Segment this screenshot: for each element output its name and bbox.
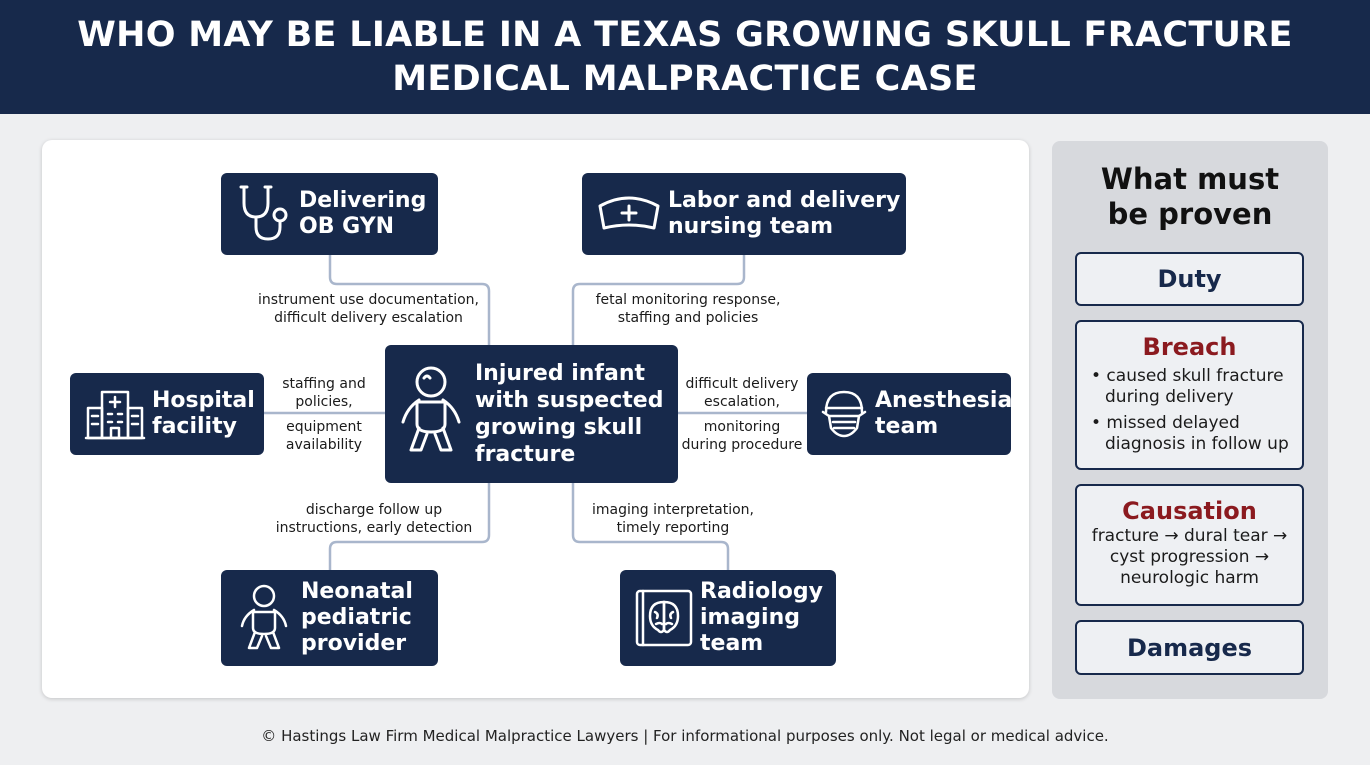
card-causation-title: Causation xyxy=(1122,497,1257,525)
edge-label-neonatal: discharge follow up instructions, early detection xyxy=(275,502,473,536)
node-label: Anesthesia team xyxy=(875,388,1013,439)
node-label: Hospital facility xyxy=(152,388,255,439)
baby-icon xyxy=(227,582,301,654)
nurse-cap-icon xyxy=(590,194,668,234)
title-line-1: WHO MAY BE LIABLE IN A TEXAS GROWING SKULL FRACTURE xyxy=(77,15,1293,55)
title-line-2: MEDICAL MALPRACTICE CASE xyxy=(392,59,978,99)
node-label: Neonatal pediatric provider xyxy=(301,579,413,656)
edge-label-ob: instrument use documentation, difficult delivery escalation xyxy=(258,292,479,326)
edge-label-anesthesia-bottom: monitoring during procedure xyxy=(681,419,803,453)
node-radiology-imaging-team xyxy=(620,570,836,666)
node-neonatal-pediatric-provider xyxy=(221,570,438,666)
card-breach xyxy=(1075,320,1304,470)
breach-item: • missed delayed diagnosis in follow up xyxy=(1091,413,1289,454)
baby-icon xyxy=(395,362,467,466)
card-duty-title: Duty xyxy=(1157,265,1222,293)
node-label: Radiology imaging team xyxy=(700,579,823,656)
footer-disclaimer: © Hastings Law Firm Medical Malpractice Lawyers | For informational purposes only. Not legal or medical advice. xyxy=(261,727,1109,745)
card-breach-title: Breach xyxy=(1142,333,1237,361)
card-duty xyxy=(1075,252,1304,306)
center-node-label: Injured infant with suspected growing skull fracture xyxy=(475,361,664,467)
node-labor-delivery-nursing xyxy=(582,173,906,255)
node-label: Labor and delivery nursing team xyxy=(668,188,901,239)
node-hospital-facility xyxy=(70,373,264,455)
edge-label-hospital-top: staffing and policies, xyxy=(282,376,366,410)
stethoscope-icon xyxy=(229,183,299,245)
card-causation xyxy=(1075,484,1304,606)
node-anesthesia-team xyxy=(807,373,1011,455)
causation-chain: fracture → dural tear → cyst progression → neurologic harm xyxy=(1091,526,1288,588)
edge-label-hospital-bottom: equipment availability xyxy=(285,419,363,453)
edge-label-radiology: imaging interpretation, timely reporting xyxy=(592,502,754,536)
breach-list xyxy=(1077,366,1302,455)
center-node-injured-infant xyxy=(385,345,678,483)
page-header xyxy=(0,0,1370,114)
hospital-icon xyxy=(78,386,152,442)
node-delivering-ob-gyn xyxy=(221,173,438,255)
edge-label-anesthesia-top: difficult delivery escalation, xyxy=(685,376,799,410)
brain-scan-icon xyxy=(628,588,700,648)
card-damages-title: Damages xyxy=(1126,634,1253,662)
card-damages xyxy=(1075,620,1304,675)
surgical-mask-icon xyxy=(813,388,875,440)
node-label: Delivering OB GYN xyxy=(299,188,427,239)
proof-panel-title: What must be proven xyxy=(1100,162,1280,231)
edge-label-nursing: fetal monitoring response, staffing and policies xyxy=(595,292,781,326)
breach-item: • caused skull fracture during delivery xyxy=(1091,366,1284,407)
